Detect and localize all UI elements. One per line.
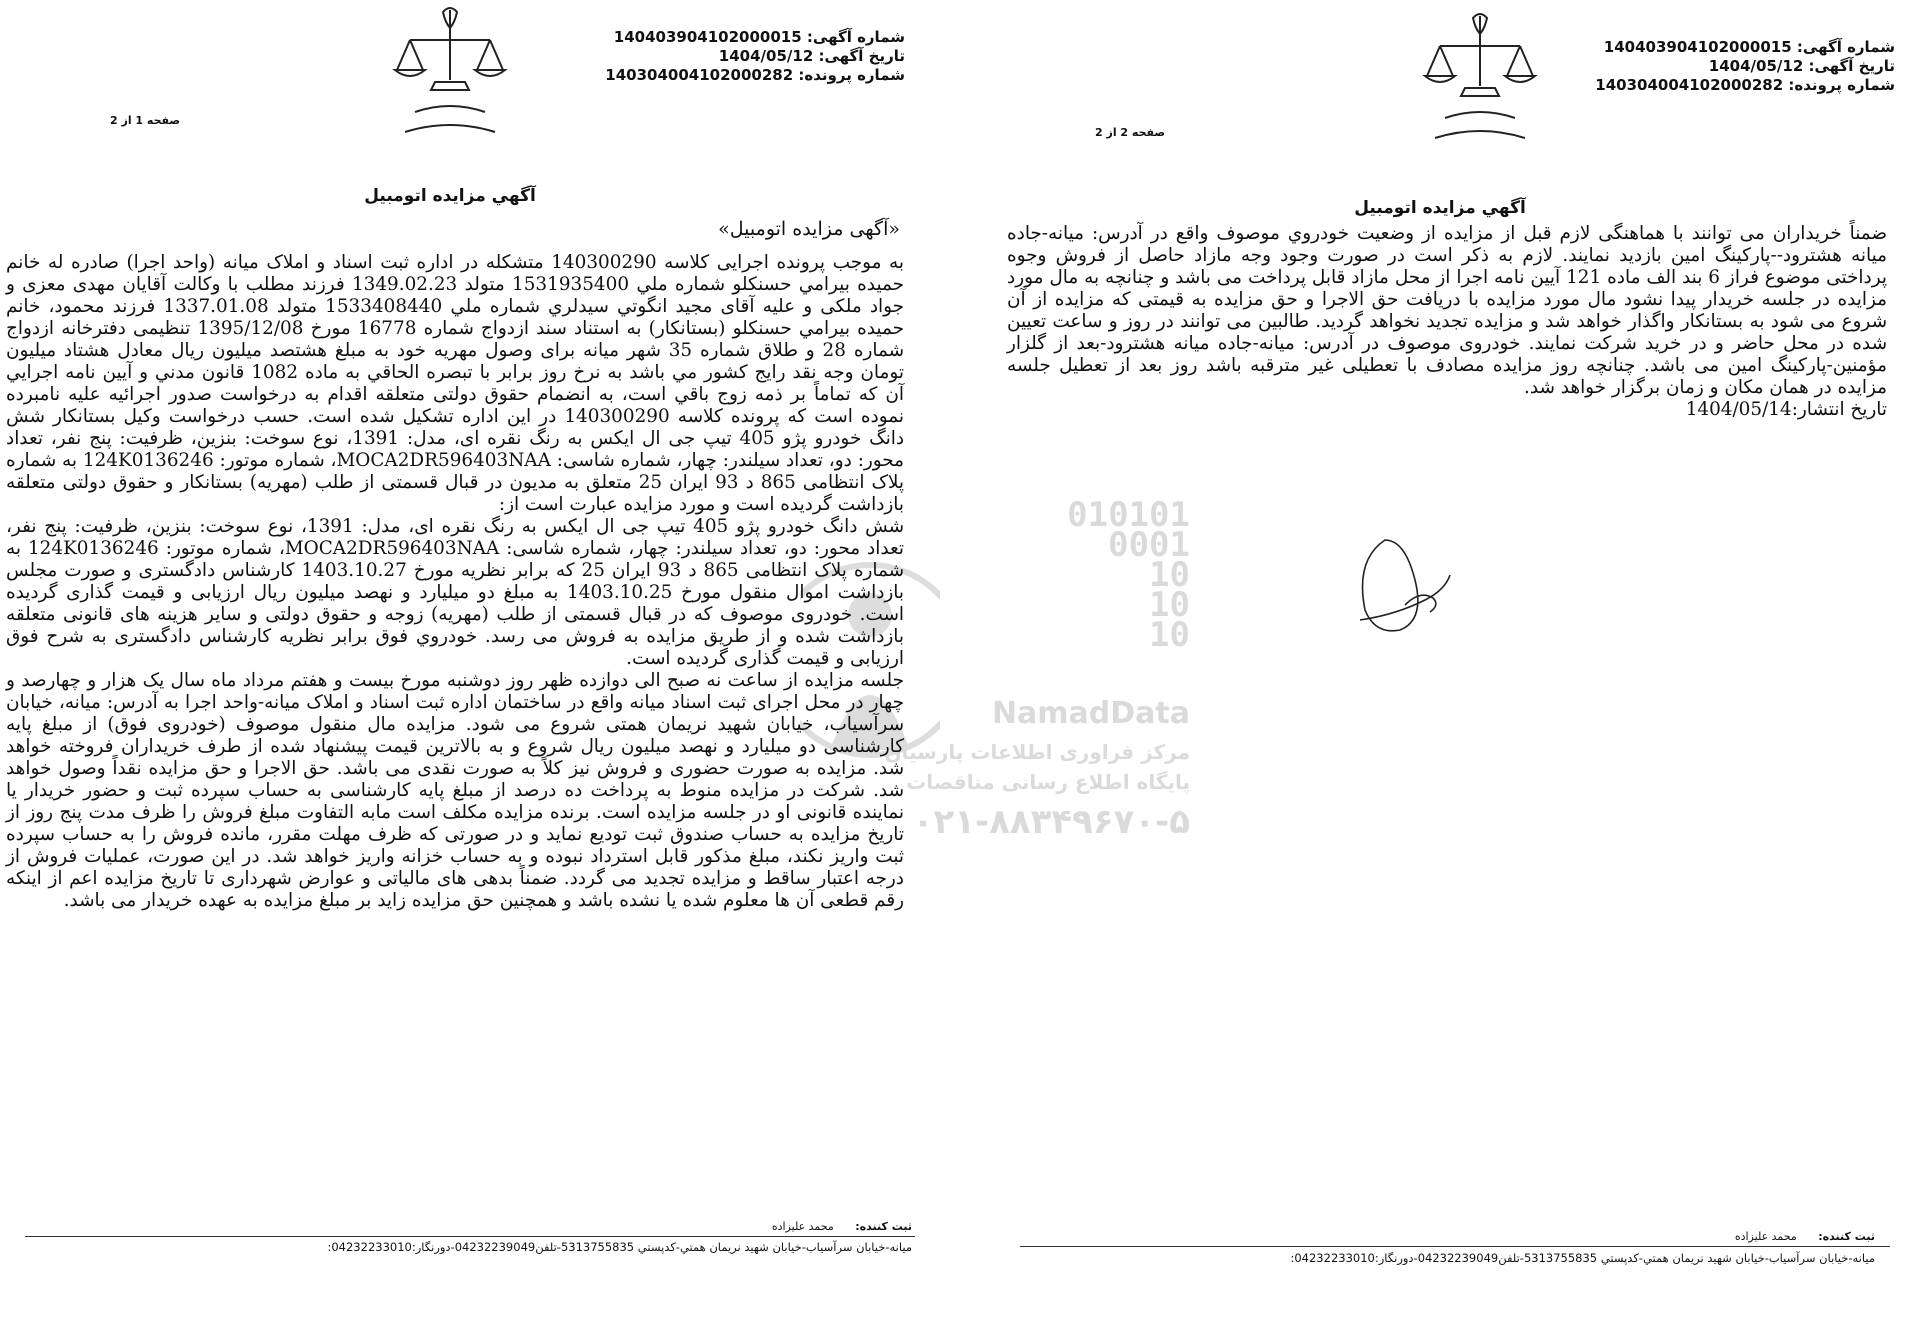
- case-number: 140304004102000282: [1595, 76, 1784, 94]
- notice-page-1: [0, 0, 930, 1343]
- office-address: ميانه-خيابان سرآسياب-خيابان شهيد نريمان همتي-كدپستي 5313755835-تلفن04232239049-دورنگار:04232233010:: [327, 1240, 912, 1254]
- case-number: 140304004102000282: [605, 66, 794, 84]
- body-paragraph: جلسه مزايده از ساعت نه صبح الی دوازده ظهر روز دوشنبه مورخ بيست و هفتم مرداد ماه سال يک هزار و چهارصد و چهار در محل اجرای ثبت اسناد ميانه واقع در ساختمان اداره ثبت اسناد و املاک ميانه-واحد اجرا به آدرس: ميانه، خيابان سرآسياب، خيابان شهيد نريمان همتی شروع می شود. مزايده مال منقول موصوف (خودروی فوق) از مبلغ پايه كارشناسی دو ميليارد و نهصد ميليون ريال شروع و به بالاترين قيمت پيشنهاد شده از طرف خريداران فروخته خواهد شد. مزايده به صورت حضوری و فروش نيز كلاً به صورت نقدی می باشد. حق الاجرا و حق مزايده نقداً وصول خواهد شد. شركت در مزايده منوط به پرداخت ده درصد از مبلغ پايه كارشناسی به حساب سپرده ثبت و حضور خريدار يا نماينده قانونی او در جلسه مزايده است. برنده مزايده مكلف است مابه التفاوت مبلغ فروش را ظرف مدت پنج روز از تاريخ مزايده به حساب صندوق ثبت توديع نمايد و در صورتی كه ظرف مهلت مقرر، مانده فروش را به حساب سپرده ثبت واريز نكند، مبلغ مذكور قابل استرداد نبوده و به حساب خزانه واريز خواهد شد. در اين صورت، عمليات فروش از درجه اعتبار ساقط و مزايده تجديد می گردد. ضمناً بدهی های مالياتی و عوارض شهرداری تا تاريخ مزايده اعم از اينكه رقم قطعی آن ها معلوم شده يا نشده باشد و همچنين حق مزايده زايد بر مبلغ مزايده به عهده خريدار می باشد.: [6, 670, 904, 911]
- signature: [1345, 520, 1465, 650]
- watermark-brand: NamadData: [991, 696, 1190, 731]
- notice-number-label: شماره آگهی:: [1796, 38, 1895, 56]
- notice-meta: [565, 28, 905, 85]
- notice-meta: [1565, 38, 1895, 95]
- registrar: [772, 1220, 912, 1233]
- body-paragraph: به موجب پرونده اجرایی كلاسه 140300290 متشكله در اداره ثبت اسناد و املاک ميانه (واحد اجرا) صادره له خانم حميده بيرامي حسنكلو شماره ملي 1531935400 متولد 1349.02.23 فرزند مطلب با وكالت آقايان مهدی معزی و جواد ملكی و عليه آقای مجيد انگوتي سيدلري شماره ملي 1533408440 متولد 1337.01.08 فرزند محمود، خانم حميده بيرامي حسنكلو (بستانكار) به استناد سند ازدواج شماره 16778 مورخ 1395/12/08 تنظيمی دفترخانه ازدواج شماره 28 و طلاق شماره 35 شهر ميانه برای وصول مهريه خود به مبلغ هشتصد ميليون ريال معادل هشتاد ميليون تومان وجه نقد رايج كشور مي باشد به نرخ روز برابر با تبصره الحاقي به ماده 1082 قانون مدني و آيين نامه اجرايي آن كه تماماً بر ذمه زوج باقي است، به انضمام حقوق دولتی متعلقه اقدام به درخواست صدور اجرائيه عليه نامبرده نموده است كه پرونده كلاسه 140300290 در اين اداره تشكيل شده است. حسب درخواست وكيل بستانكار شش دانگ خودرو پژو 405 تيپ جی ال ايكس به رنگ نقره ای، مدل: 1391، نوع سوخت: بنزين، ظرفيت: پنج نفر، تعداد محور: دو، تعداد سيلندر: چهار، شماره شاسی: MOCA2DR596403NAA، شماره موتور: 124K0136246 به شماره پلاک انتظامی 865 د 93 ايران 25 متعلق به مديون در قبال قسمتی از طلب (مهريه) بستانكار و حقوق دولتی متعلقه بازداشت گرديده است و مورد مزايده عبارت است از:: [6, 252, 905, 515]
- office-address: ميانه-خيابان سرآسياب-خيابان شهيد نريمان همتي-كدپستي 5313755835-تلفن04232239049-دورنگار:04232233010:: [1290, 1251, 1875, 1265]
- notice-title: آگهي مزايده اتومبيل: [1354, 198, 1526, 218]
- watermark-line2: پایگاه اطلاع رسانی مناقصات: [906, 770, 1190, 794]
- notice-number: 140403904102000015: [613, 28, 802, 46]
- registrar-label: ثبت كننده:: [855, 1220, 912, 1233]
- notice-number: 140403904102000015: [1603, 38, 1792, 56]
- notice-number-label: شماره آگهی:: [806, 28, 905, 46]
- case-number-label: شماره پرونده:: [1788, 76, 1895, 94]
- page-number: صفحه 2 از 2: [1095, 126, 1166, 139]
- body-paragraph: شش دانگ خودرو پژو 405 تيپ جی ال ايكس به رنگ نقره ای، مدل: 1391، نوع سوخت: بنزين، ظرفيت: پنج نفر، تعداد محور: دو، تعداد سيلندر: چهار، شماره شاسی: MOCA2DR596403NAA، شماره موتور: 124K0136246 به شماره پلاک انتظامی 865 د 93 ايران 25 كه برابر نظريه مورخ 1403.10.27 كارشناس دادگستری و صورت مجلس بازداشت اموال منقول مورخ 1403.10.25 به مبلغ دو ميليارد و نهصد ميليون ريال ارزيابی و قيمت گذاری گرديده است. خودروی موصوف كه در قبال قسمتی از طلب (مهريه) زوجه و حقوق دولتی و ساير هزينه های قانونی متعلقه بازداشت شده و از طريق مزايده به فروش می رسد. خودروي فوق برابر نظريه كارشناس دادگستری به شرح فوق ارزيابی و قيمت گذاری گرديده است.: [6, 516, 904, 669]
- registrar-label: ثبت كننده:: [1818, 1230, 1875, 1243]
- notice-subtitle: «آگهی مزایده اتومبیل»: [718, 218, 900, 240]
- footer-divider: [1020, 1246, 1890, 1247]
- watermark-digits: 010101 0001 10 10 10: [1067, 495, 1190, 655]
- notice-title: آگهي مزايده اتومبيل: [364, 186, 536, 206]
- registrar-name: محمد عليزاده: [1734, 1230, 1797, 1243]
- notice-date: 1404/05/12: [1708, 57, 1804, 75]
- notice-date-label: تاریخ آگهی:: [1808, 57, 1895, 75]
- page-number: صفحه 1 از 2: [110, 114, 181, 127]
- judiciary-emblem-icon: [1415, 6, 1545, 144]
- watermark-line1: مرکز فراوری اطلاعات پارسیان: [884, 740, 1190, 764]
- watermark-phone: ۰۲۱-۸۸۳۴۹۶۷۰-۵: [912, 802, 1190, 842]
- judiciary-emblem-icon: [385, 0, 515, 138]
- notice-page-2: [995, 0, 1895, 1343]
- registrar: [1735, 1230, 1875, 1243]
- footer-divider: [25, 1236, 915, 1237]
- notice-body: [1007, 223, 1887, 421]
- notice-date: 1404/05/12: [718, 47, 814, 65]
- body-paragraph: ضمناً خريداران می توانند با هماهنگی لازم قبل از مزايده از وضعيت خودروي موصوف واقع در آدرس: ميانه-جاده ميانه هشترود--پاركينگ امين بازديد نمايند. لازم به ذكر است در صورت وجود وجه مازاد حاصل از فروش وجوه پرداختی موضوع فراز 6 بند الف ماده 121 آيين نامه اجرا از محل مازاد قابل پرداخت می باشد و چنانچه به مال مورد مزايده در جلسه خريدار پيدا نشود مال مورد مزايده با دريافت حق الاجرا و حق مزايده به قيمتی كه مزايده از آن شروع می شود به بستانكار واگذار خواهد شد و مزايده تجديد نخواهد گرديد. طالبين می توانند در روز و ساعت تعيين شده در محل حاضر و در خريد شركت نمايند. خودروی موصوف در آدرس: ميانه-جاده ميانه هشترود-بعد از گلزار مؤمنين-پاركينگ امين می باشد. چنانچه روز مزايده مصادف با تعطيلی غير مترقبه باشد روز بعد از تعطيل جلسه مزايده در همان مكان و زمان برگزار خواهد شد.: [1007, 223, 1887, 398]
- notice-body: [6, 252, 904, 912]
- notice-date-label: تاریخ آگهی:: [818, 47, 905, 65]
- case-number-label: شماره پرونده:: [798, 66, 905, 84]
- publish-date: تاريخ انتشار:1404/05/14: [1685, 399, 1887, 420]
- registrar-name: محمد عليزاده: [771, 1220, 834, 1233]
